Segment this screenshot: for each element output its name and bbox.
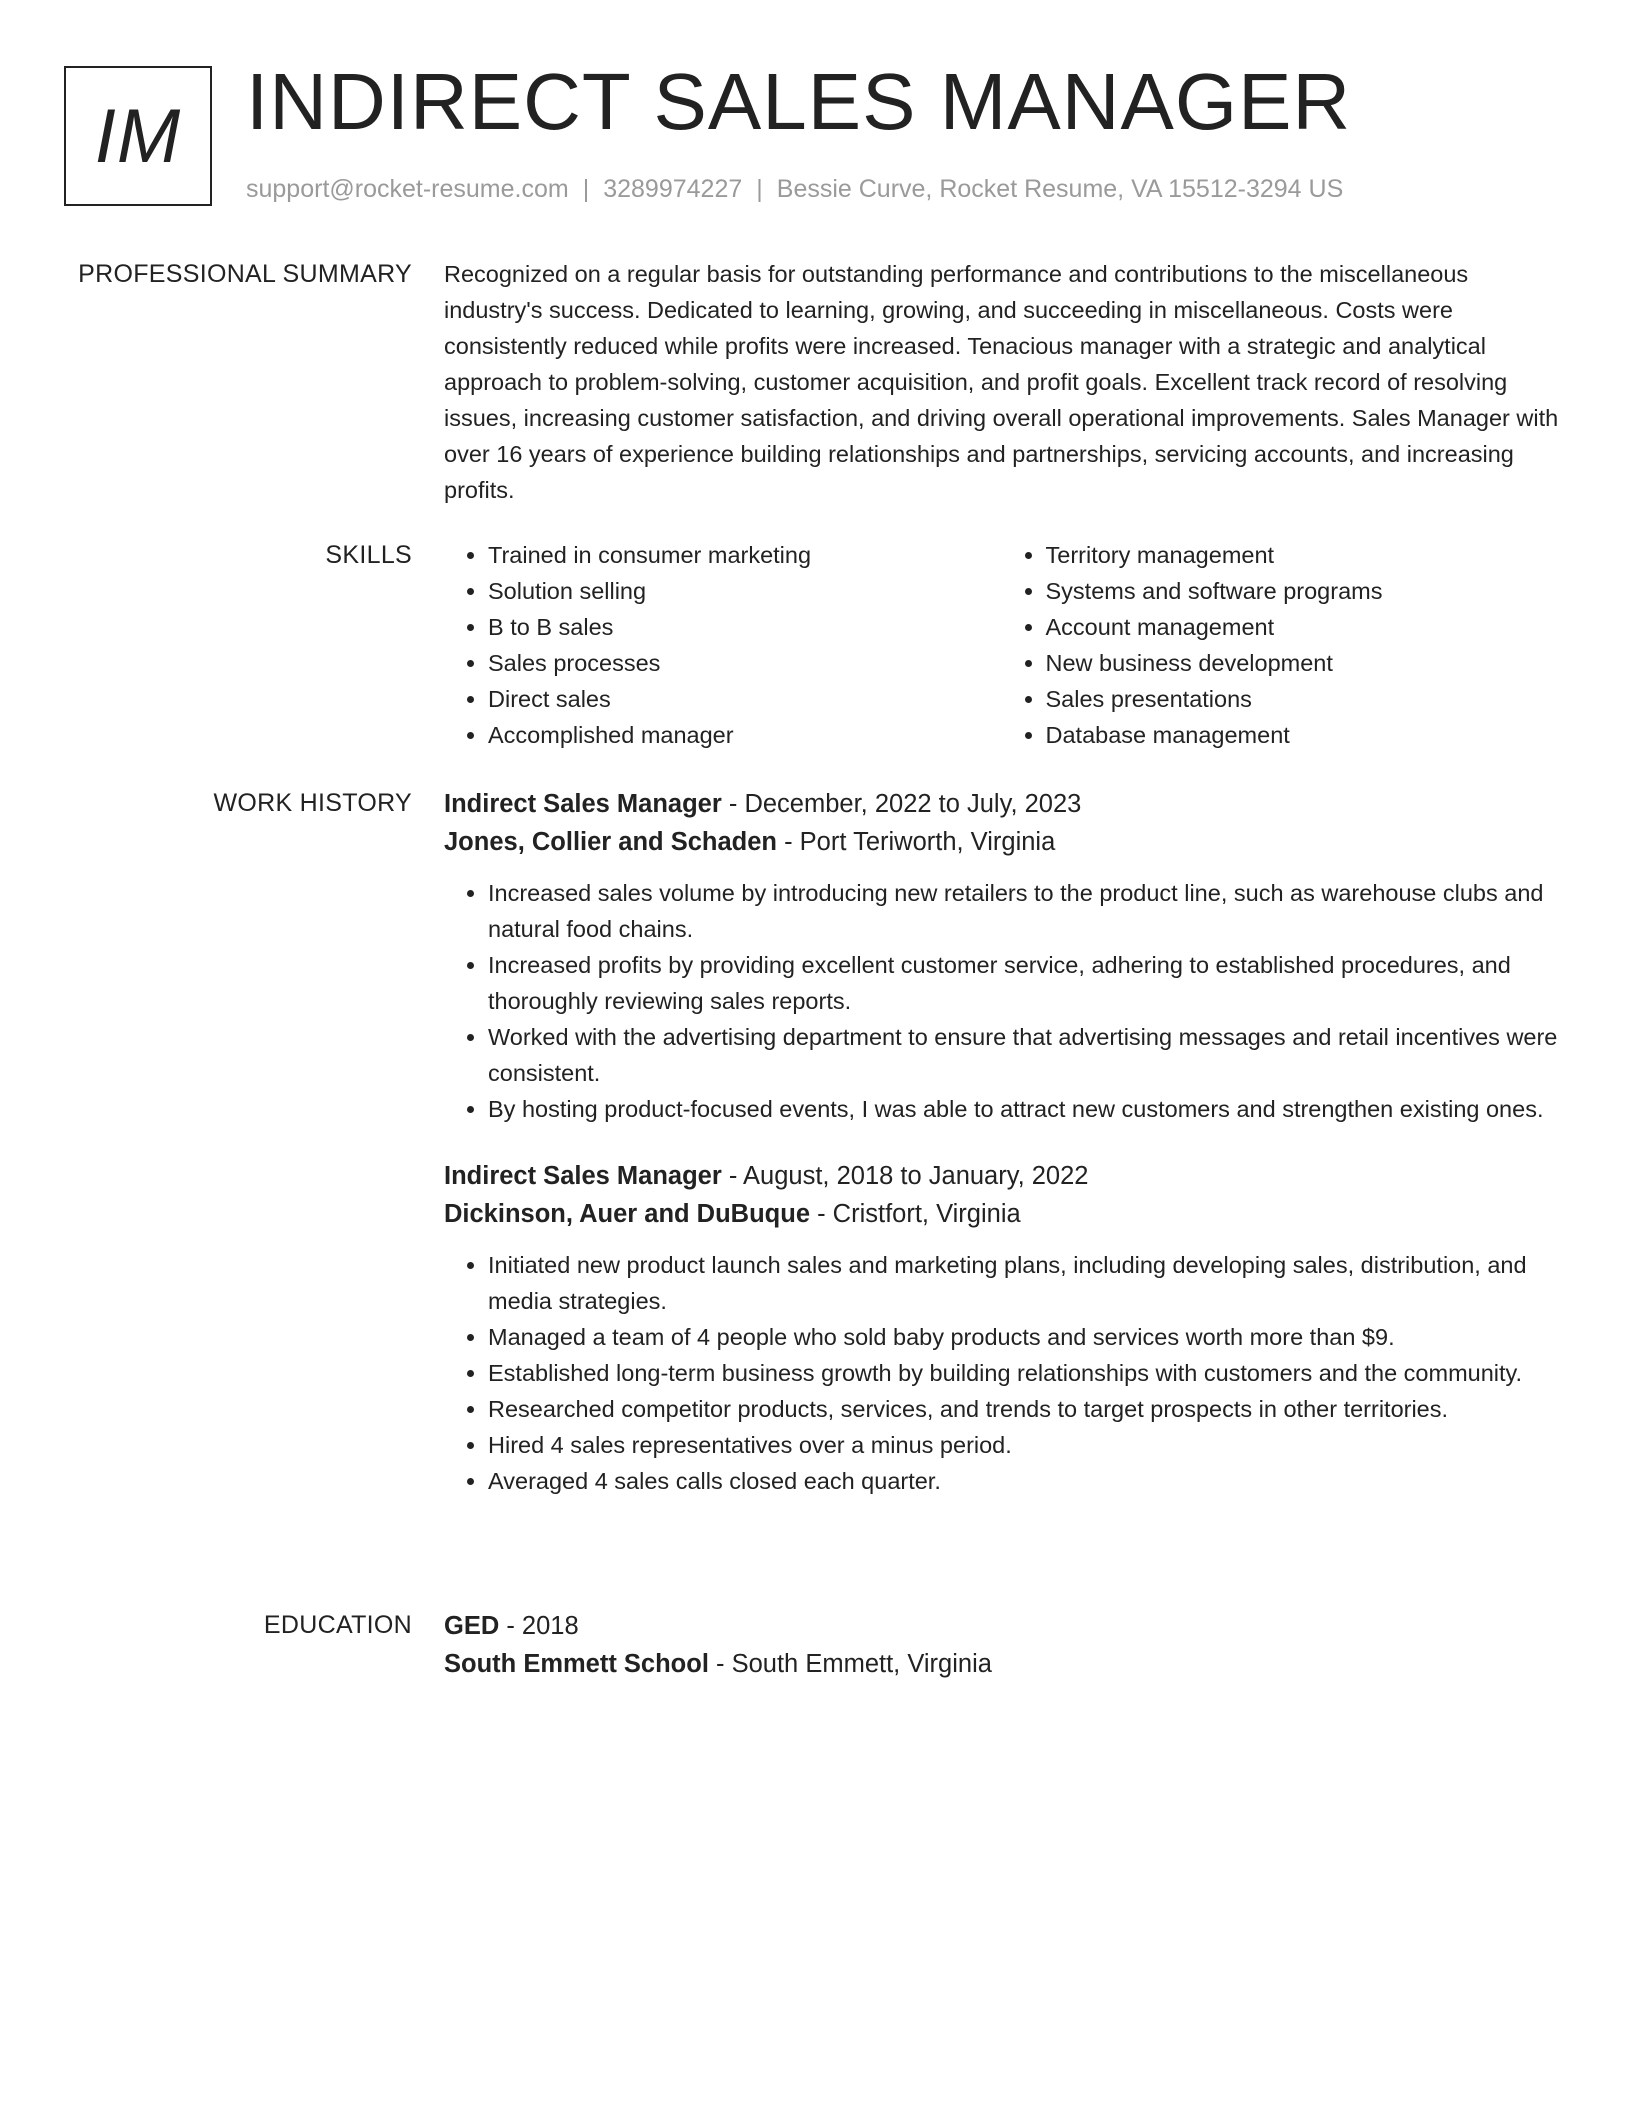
summary-text: Recognized on a regular basis for outstanding performance and contributions to the miscellaneous industry's success. Dedicated to learning, growing, and succeeding in miscellaneous. Costs were consistently reduced while profits were increased. Tenacious manager with a strategic and analytical approach to problem-solving, customer acquisition, and profit goals. Excellent track record of resolving issues, increasing customer satisfaction, and driving overall operational improvements. Sales Manager with over 16 years of experience building relationships and partnerships, servicing accounts, and increasing profits. <box>444 261 1559 503</box>
skill-item: • B to B sales <box>488 609 1002 645</box>
job-bullet: • Increased profits by providing excellent customer service, adhering to established procedures, and thoroughly reviewing sales reports. <box>488 947 1559 1019</box>
job-location: - Cristfort, Virginia <box>810 1200 1021 1228</box>
job-bullet: • By hosting product-focused events, I was able to attract new customers and strengthen existing ones. <box>488 1091 1559 1127</box>
skills-list-left <box>444 537 1002 753</box>
skill-item: • Direct sales <box>488 681 1002 717</box>
job-role: Indirect Sales Manager <box>444 790 722 818</box>
contact-address: Bessie Curve, Rocket Resume, VA 15512-3294 US <box>776 175 1344 203</box>
skills-columns <box>444 537 1559 753</box>
monogram-logo: IM <box>64 66 212 206</box>
skill-item: • Trained in consumer marketing <box>488 537 1002 573</box>
job-bullet: • Researched competitor products, services, and trends to target prospects in other territories. <box>488 1391 1559 1427</box>
contact-phone[interactable]: 3289974227 <box>603 175 743 203</box>
education-degree-line <box>444 1607 1559 1645</box>
education-school-line <box>444 1645 1559 1683</box>
skill-item: • Systems and software programs <box>1046 573 1560 609</box>
job-entry <box>444 785 1559 1127</box>
job-bullet: • Increased sales volume by introducing new retailers to the product line, such as warehouse clubs and natural food chains. <box>488 875 1559 947</box>
skill-item: • Sales processes <box>488 645 1002 681</box>
skill-item: • Sales presentations <box>1046 681 1560 717</box>
job-bullets <box>444 1247 1559 1499</box>
section-title-skills: SKILLS <box>325 541 412 569</box>
section-title-summary: PROFESSIONAL SUMMARY <box>78 260 412 288</box>
job-title-line <box>444 785 1559 823</box>
skill-item: • Database management <box>1046 717 1560 753</box>
section-title-education: EDUCATION <box>263 1611 412 1639</box>
job-location: - Port Teriworth, Virginia <box>777 828 1056 856</box>
skill-item: • Solution selling <box>488 573 1002 609</box>
contact-separator: | <box>756 175 763 203</box>
skills-list-right <box>1002 537 1560 753</box>
education-body <box>444 1607 1559 1683</box>
job-dates: - August, 2018 to January, 2022 <box>721 1162 1089 1190</box>
section-title-work: WORK HISTORY <box>213 789 412 817</box>
job-company: Dickinson, Auer and DuBuque <box>444 1200 811 1228</box>
skill-item: • Accomplished manager <box>488 717 1002 753</box>
job-bullet: • Established long-term business growth by building relationships with customers and the community. <box>488 1355 1559 1391</box>
job-bullet: • Managed a team of 4 people who sold baby products and services worth more than $9. <box>488 1319 1559 1355</box>
skill-item: • Account management <box>1046 609 1560 645</box>
page-title: INDIRECT SALES MANAGER <box>246 57 1352 146</box>
education-degree: GED <box>444 1612 500 1640</box>
job-entry <box>444 1157 1559 1499</box>
contact-email[interactable]: support@rocket-resume.com <box>246 175 569 203</box>
job-company: Jones, Collier and Schaden <box>444 828 778 856</box>
job-company-line <box>444 1195 1559 1233</box>
job-dates: - December, 2022 to July, 2023 <box>721 790 1082 818</box>
job-bullets <box>444 875 1559 1127</box>
education-school: South Emmett School <box>444 1650 709 1678</box>
education-location: - South Emmett, Virginia <box>708 1650 992 1678</box>
job-bullet: • Worked with the advertising department to ensure that advertising messages and retail incentives were consistent. <box>488 1019 1559 1091</box>
education-year: - 2018 <box>499 1612 579 1640</box>
job-bullet: • Averaged 4 sales calls closed each quarter. <box>488 1463 1559 1499</box>
job-role: Indirect Sales Manager <box>444 1162 722 1190</box>
job-company-line <box>444 823 1559 861</box>
work-history-body <box>444 785 1559 1499</box>
skill-item: • New business development <box>1046 645 1560 681</box>
contact-line <box>246 172 1343 206</box>
skill-item: • Territory management <box>1046 537 1560 573</box>
job-bullet: • Initiated new product launch sales and marketing plans, including developing sales, distribution, and media strategies. <box>488 1247 1559 1319</box>
contact-separator: | <box>582 175 590 203</box>
job-title-line <box>444 1157 1559 1195</box>
job-bullet: • Hired 4 sales representatives over a minus period. <box>488 1427 1559 1463</box>
